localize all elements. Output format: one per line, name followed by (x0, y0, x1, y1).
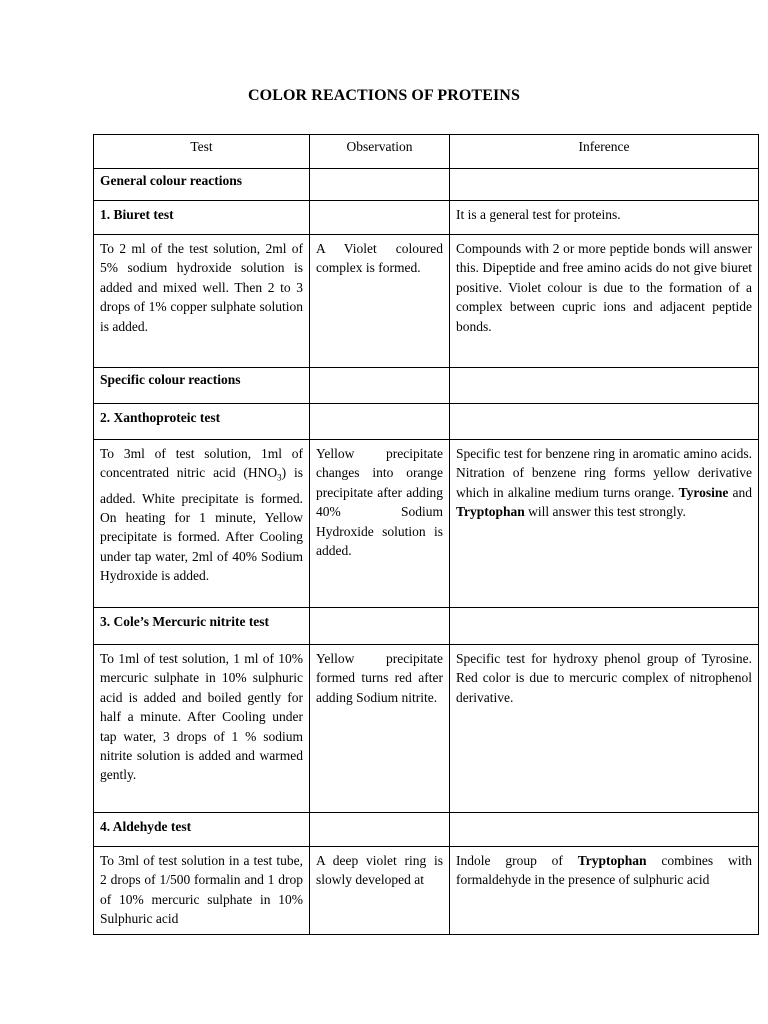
section-specific-label: Specific colour reactions (94, 368, 310, 404)
xanthoproteic-observation: Yellow precipitate changes into orange precipitate after adding 40% Sodium Hydroxide solution is added. (310, 440, 450, 608)
biuret-test-name: 1. Biuret test (94, 201, 310, 235)
test-detail-row-xanthoproteic (94, 440, 759, 608)
header-test: Test (94, 135, 310, 169)
coles-procedure: To 1ml of test solution, 1 ml of 10% mercuric sulphate in 10% sulphuric acid is added and boiled gently for half a minute. After Cooling under tap water, 3 drops of 1 % sodium nitrite solution is added and warmed gently. (94, 645, 310, 813)
coles-observation: Yellow precipitate formed turns red after adding Sodium nitrite. (310, 645, 450, 813)
xanthoproteic-inference: Specific test for benzene ring in aromatic amino acids. Nitration of benzene ring forms yellow derivative which in alkaline medium turns orange. Tyrosine and Tryptophan will answer this test strongly. (450, 440, 759, 608)
section-row-general (94, 169, 759, 201)
section-row-specific (94, 368, 759, 404)
test-name-row-xanthoproteic (94, 404, 759, 440)
biuret-general-inference: It is a general test for proteins. (450, 201, 759, 235)
xanthoproteic-test-name: 2. Xanthoproteic test (94, 404, 310, 440)
xanthoproteic-procedure: To 3ml of test solution, 1ml of concentrated nitric acid $(HNO_3)$ is added. White precipitate is formed. On heating for 1 minute, Yellow precipitate is formed. After Cooling under tap water, 2ml of 40% Sodium Hydroxide is added. (94, 440, 310, 608)
coles-inference: Specific test for hydroxy phenol group of Tyrosine. Red color is due to mercuric complex of nitrophenol derivative. (450, 645, 759, 813)
coles-test-name: 3. Cole’s Mercuric nitrite test (94, 608, 310, 645)
test-name-row-biuret (94, 201, 759, 235)
test-detail-row-aldehyde (94, 847, 759, 935)
test-detail-row-coles (94, 645, 759, 813)
table-header-row (94, 135, 759, 169)
header-inference: Inference (450, 135, 759, 169)
biuret-observation: A Violet coloured complex is formed. (310, 235, 450, 368)
test-name-row-coles (94, 608, 759, 645)
protein-reactions-table (93, 134, 759, 935)
aldehyde-procedure: To 3ml of test solution in a test tube, 2 drops of 1/500 formalin and 1 drop of 10% mercuric sulphate in 10% Sulphuric acid (94, 847, 310, 935)
test-detail-row-biuret (94, 235, 759, 368)
aldehyde-inference: Indole group of Tryptophan combines with formaldehyde in the presence of sulphuric acid (450, 847, 759, 935)
page-title: COLOR REACTIONS OF PROTEINS (248, 87, 520, 104)
biuret-procedure: To 2 ml of the test solution, 2ml of 5% sodium hydroxide solution is added and mixed well. Then 2 to 3 drops of 1% copper sulphate solution is added. (94, 235, 310, 368)
header-observation: Observation (310, 135, 450, 169)
section-general-label: General colour reactions (94, 169, 310, 201)
test-name-row-aldehyde (94, 813, 759, 847)
biuret-inference: Compounds with 2 or more peptide bonds will answer this. Dipeptide and free amino acids do not give biuret positive. Violet colour is due to the formation of a complex between cupric ions and adjacent peptide bonds. (450, 235, 759, 368)
aldehyde-test-name: 4. Aldehyde test (94, 813, 310, 847)
aldehyde-observation: A deep violet ring is slowly developed at (310, 847, 450, 935)
